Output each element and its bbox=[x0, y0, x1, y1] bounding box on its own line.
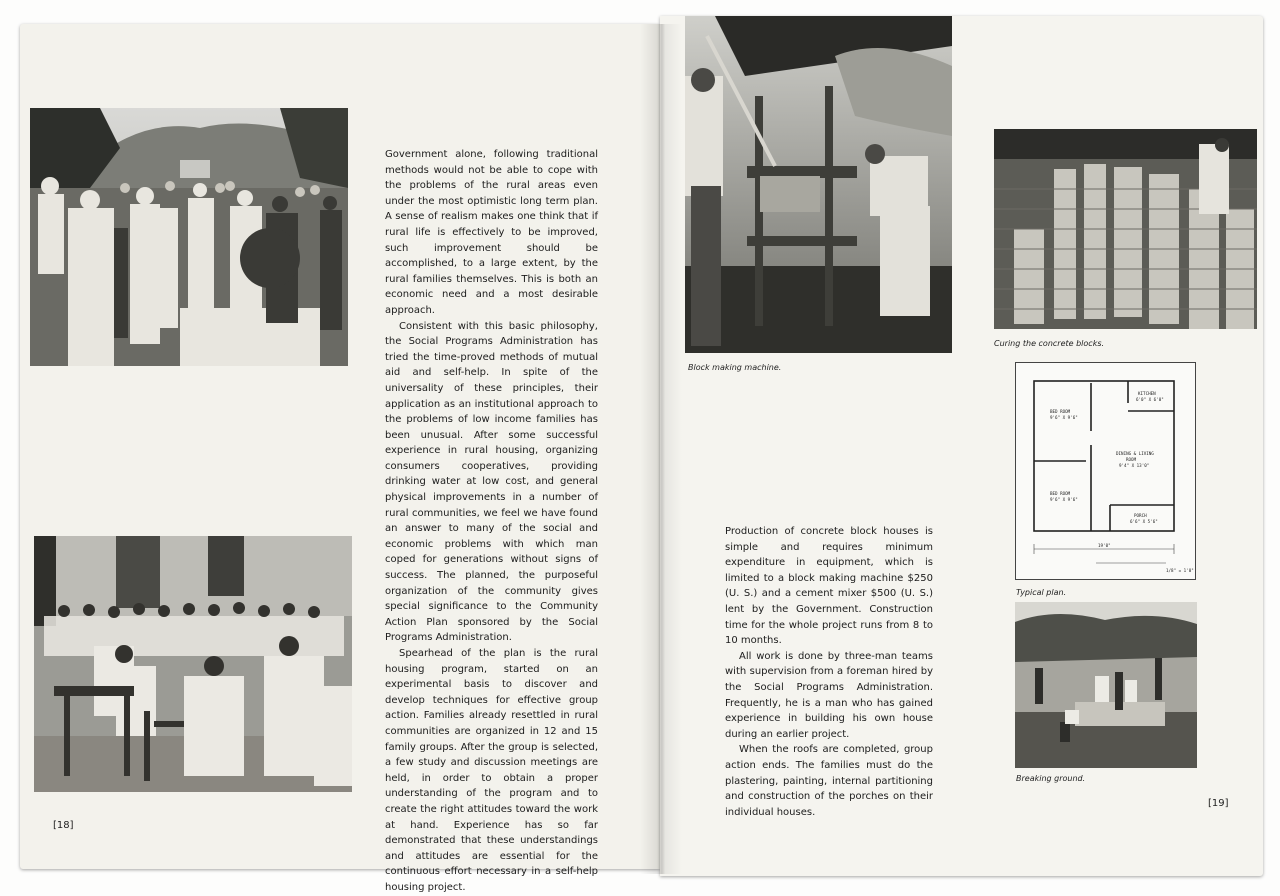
caption-curing-blocks: Curing the concrete blocks. bbox=[994, 339, 1105, 348]
plan-room-dimension: 9'6" X 9'6" bbox=[1050, 415, 1078, 420]
photo-curing-blocks bbox=[994, 129, 1257, 329]
caption-typical-plan: Typical plan. bbox=[1016, 588, 1067, 597]
caption-block-making-machine: Block making machine. bbox=[688, 363, 782, 372]
plan-room-dimension: 6'0" X 6'0" bbox=[1136, 397, 1164, 402]
paragraph: When the roofs are completed, group action ends. The families must do the plastering, painting, internal partitioning and construction of the porches on their individual houses. bbox=[725, 744, 933, 818]
photo-study-meeting-indoors bbox=[34, 536, 352, 792]
plan-scale-note: 1/8" = 1'0" bbox=[1166, 568, 1194, 573]
paragraph: All work is done by three-man teams with supervision from a foreman hired by the Social Programs Administration. Frequently, he is a man who has gained experience in building his own house during an earlier project. bbox=[725, 650, 933, 740]
left-body-column bbox=[385, 147, 598, 896]
plan-room-label: DINING & LIVING bbox=[1116, 451, 1154, 456]
paragraph: Spearhead of the plan is the rural housing program, started on an experimental basis to discover and develop techniques for effective group action. Families already resettled in rural communities are organized in 12 and 15 family groups. After the group is selected, a few study and discussion meetings are held, in order to obtain a proper understanding of the program and to create the right attitudes toward the work at hand. Experience has so far demonstrated that these understandings and attitudes are essential for the continuous effort necessary in a self-help housing project. bbox=[385, 648, 598, 893]
plan-room-dimension: 6'6" X 5'6" bbox=[1130, 519, 1158, 524]
plan-room-dimension: 9'6" X 9'6" bbox=[1050, 497, 1078, 502]
plan-room-dimension: 9'4" X 13'0" bbox=[1119, 463, 1150, 468]
right-page bbox=[660, 16, 1263, 876]
page-number-right: [19] bbox=[1208, 798, 1229, 809]
caption-breaking-ground: Breaking ground. bbox=[1016, 774, 1086, 783]
photo-breaking-ground bbox=[1015, 602, 1197, 768]
photo-block-making-machine bbox=[685, 16, 952, 353]
left-page bbox=[20, 24, 660, 893]
floor-plan-drawing bbox=[1015, 362, 1196, 580]
plan-room-label: KITCHEN bbox=[1138, 391, 1156, 396]
plan-room-label: PORCH bbox=[1134, 513, 1147, 518]
page-number-left: [18] bbox=[53, 820, 74, 831]
photo-community-meeting-outdoors bbox=[30, 108, 348, 366]
plan-room-label: ROOM bbox=[1126, 457, 1137, 462]
plan-room-label: BED ROOM bbox=[1050, 491, 1071, 496]
paragraph: Government alone, following traditional methods would not be able to cope with the problems of the rural areas even under the most optimistic long term plan. A sense of realism makes one think that if rural life is effectively to be improved, such improvement should be accomplished, to a large extent, by the rural families themselves. This is both an economic need and a most desirable approach. bbox=[385, 149, 598, 316]
right-body-column bbox=[725, 524, 933, 820]
paragraph: Production of concrete block houses is simple and requires minimum expenditure in equipment, which is limited to a block making machine $250 (U. S.) and a cement mixer $500 (U. S.) lent by the Government. Construction time for the whole project runs from 8 to 10 months. bbox=[725, 526, 933, 647]
plan-overall-width: 19'0" bbox=[1098, 543, 1111, 548]
paragraph: Consistent with this basic philosophy, the Social Programs Administration has tried the time-proved methods of mutual aid and self-help. In spite of the universality of these principles, their application as an institutional approach to the problems of low income families has been unusual. After some successful experience in rural housing, organizing consumers cooperatives, providing drinking water at low cost, and general physical improvements in a number of rural communities, we feel we have found an answer to many of the social and economic problems with which man coped for generations without signs of success. The planned, the purposeful organization of the community gives special significance to the Community Action Plan sponsored by the Social Programs Administration. bbox=[385, 320, 598, 644]
plan-room-label: BED ROOM bbox=[1050, 409, 1071, 414]
